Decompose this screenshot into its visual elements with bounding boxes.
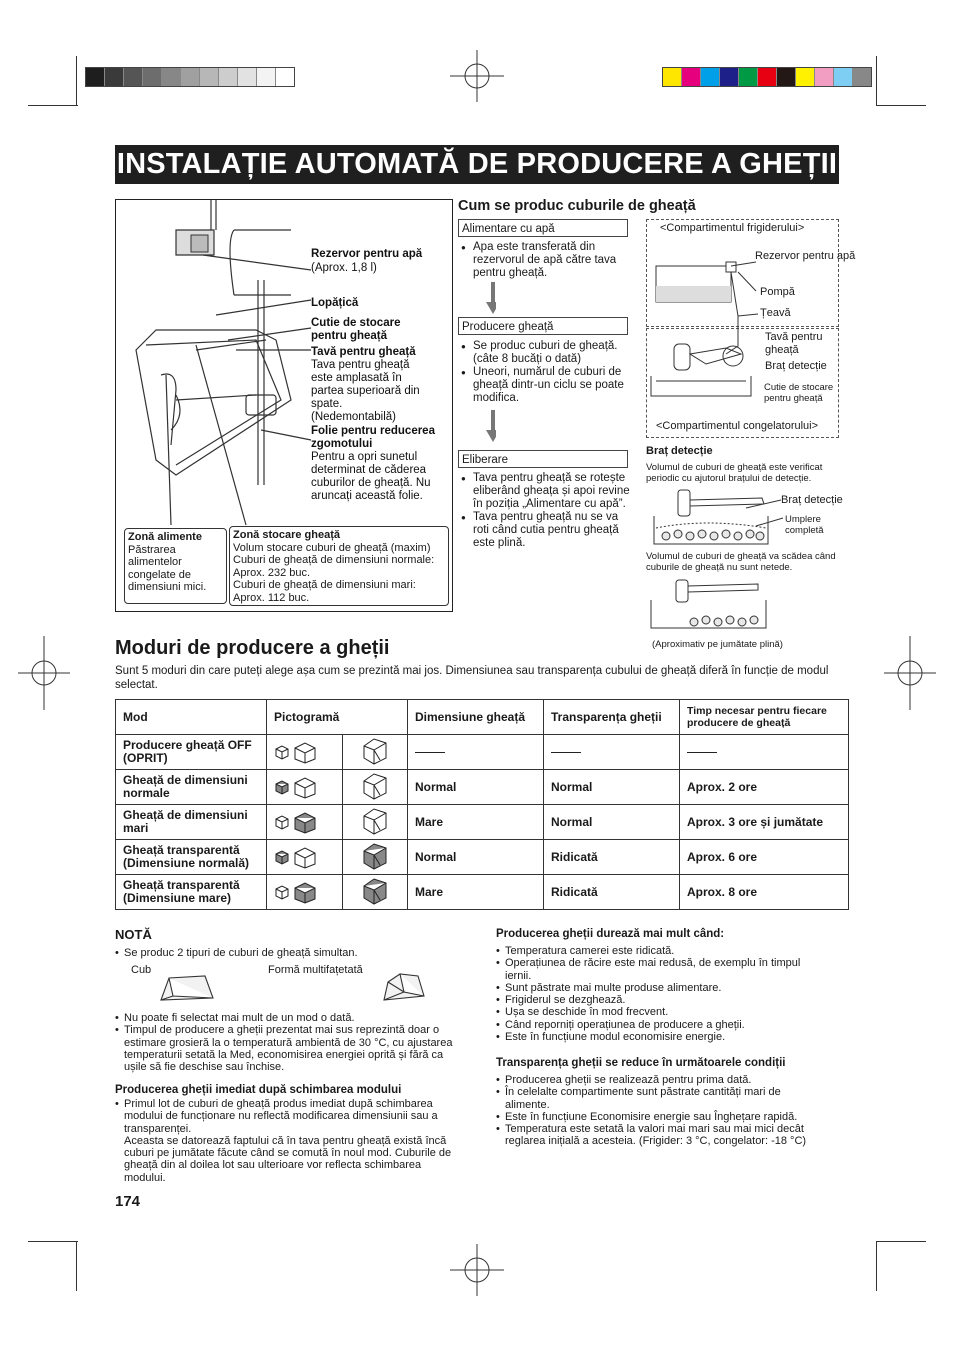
list-item: ● Uneori, numărul de cuburi de gheață dintr-un ciclu se poate modifica. [460, 366, 630, 405]
list-item: • Nu poate fi selectat mai mult de un mod o dată. [115, 1012, 460, 1024]
small-cube-icon [274, 884, 290, 900]
table-row [116, 875, 849, 910]
gray-swatch [124, 68, 143, 86]
ice-zone-desc1: Volum stocare cuburi de gheață (maxim) [233, 541, 431, 554]
note-item1: • Se produc 2 tipuri de cuburi de gheață simultan. [115, 947, 465, 959]
color-swatch [663, 68, 682, 86]
gray-swatch [219, 68, 238, 86]
half-full-label: (Aproximativ pe jumătate plină) [652, 639, 783, 650]
ice-cube-icon [292, 810, 318, 834]
list-item: • Temperatura este setată la valori mai mari sau mai mici decât reglarea inițială a acesteia. (Frigider: 3 °C, congelator: -18 °C) [496, 1123, 826, 1148]
arrow-down-icon [486, 282, 496, 316]
list-item: • Sunt păstrate mai multe produse alimentare. [496, 982, 826, 994]
grayscale-strip [85, 67, 295, 87]
gray-swatch [257, 68, 276, 86]
food-zone-box [124, 528, 227, 604]
icon-cell-a [267, 805, 343, 840]
page-title: INSTALAȚIE AUTOMATĂ DE PRODUCERE A GHEȚII [115, 145, 839, 184]
list-item: • Temperatura camerei este ridicată. [496, 945, 826, 957]
arm-label2: Braț detecție [781, 494, 843, 506]
multifaceted-icon [360, 736, 390, 766]
ice-zone-desc3: Aprox. 232 buc. [233, 566, 311, 579]
food-zone-desc: Păstrarea alimentelor congelate de dimensiuni mici. [128, 543, 207, 593]
ice-cube-icon [292, 740, 318, 764]
mode-cell: Gheață de dimensiuni normale [116, 770, 267, 805]
ice-cube-icon [292, 775, 318, 799]
fridge-comp-label: <Compartimentul frigiderului> [660, 222, 805, 234]
full-label: Umplere completă [785, 514, 824, 536]
page-number: 174 [115, 1193, 141, 1210]
size-cell: Mare [408, 875, 544, 910]
gray-swatch [276, 68, 294, 86]
scoop-label: Lopățică [311, 297, 359, 309]
transparency-cell: Normal [544, 805, 680, 840]
freezer-comp-label: <Compartimentul congelatorului> [656, 420, 819, 432]
list-item: ● Se produc cuburi de gheață. (câte 8 bucăți o dată) [460, 340, 630, 366]
sub1-item: • Primul lot de cuburi de gheață produs imediat după schimbarea modului de funcționare nu reflectă modificarea dimensiunii sau a transparenței. [115, 1098, 460, 1135]
icon-cell-b [342, 840, 407, 875]
time-cell: Aprox. 2 ore [680, 770, 849, 805]
icon-cell-b [342, 735, 407, 770]
cube-ice-icon [155, 970, 217, 1006]
sub1-more: Aceasta se datorează faptului că în tava pentru gheață există încă cuburi pe jumătate făcute când se comută în noul mod. Cuburile de gheață din al doilea lot sau ulterioare vor reflecta schimbarea modului. [124, 1134, 452, 1184]
col-size: Dimensiune gheață [408, 700, 544, 735]
list-item: • Operațiunea de răcire este mai redusă, de exemplu în timpul iernii. [496, 957, 826, 982]
sub1-heading: Producerea gheții imediat după schimbarea modului [115, 1084, 402, 1096]
time-cell: Aprox. 6 ore [680, 840, 849, 875]
step1-title: Alimentare cu apă [458, 219, 628, 237]
note-heading: NOTĂ [115, 927, 152, 942]
modes-table [115, 699, 849, 910]
icon-cell-a [267, 735, 343, 770]
reservoir-capacity: (Aprox. 1,8 l) [311, 262, 377, 274]
time-cell [680, 735, 849, 770]
gray-swatch [86, 68, 105, 86]
note-items2 [115, 1012, 460, 1073]
arm-desc: Volumul de cuburi de gheață este verificat periodic cu ajutorul brațului de detecție. [646, 462, 823, 484]
color-swatch [796, 68, 815, 86]
icon-cell-a [267, 840, 343, 875]
table-row [116, 770, 849, 805]
list-item: • În celelalte compartimente sunt păstrate cantități mari de alimente. [496, 1086, 826, 1111]
table-row [116, 805, 849, 840]
ice-zone-box [229, 526, 449, 606]
list-item: ● Tava pentru gheață nu se va roti când cutia pentru gheață este plină. [460, 511, 630, 550]
modes-intro: Sunt 5 moduri din care puteți alege așa cum se prezintă mai jos. Dimensiunea sau transparența cubului de gheață diferă în funcție de modul selectat. [115, 665, 829, 691]
ice-zone-desc5: Aprox. 112 buc. [233, 591, 310, 604]
multifaceted-icon [360, 841, 390, 871]
small-cube-icon [274, 849, 290, 865]
noise-film-label: Folie pentru reducerea zgomotului [311, 425, 435, 450]
multifaceted-ice-icon [378, 970, 430, 1006]
list-item: • Frigiderul se dezghează. [496, 994, 826, 1006]
table-row [116, 840, 849, 875]
color-swatch [758, 68, 777, 86]
mode-cell: Gheață transparentă (Dimensiune mare) [116, 875, 267, 910]
gray-swatch [143, 68, 162, 86]
transparency-cell: Ridicată [544, 840, 680, 875]
tray-desc: Tava pentru gheață este amplasată în partea superioară din spate. (Nedemontabilă) [311, 359, 420, 423]
ill-tray-label: Tavă pentru gheață [765, 331, 823, 356]
sub3-heading: Transparența gheții se reduce în următoarele condiții [496, 1057, 786, 1069]
color-swatch [682, 68, 701, 86]
arrow-down-icon [486, 410, 496, 444]
tray-label: Tavă pentru gheață [311, 346, 416, 358]
ill-reservoir-label: Rezervor pentru apă [755, 250, 856, 262]
ill-arm-label: Braț detecție [765, 360, 827, 372]
gray-swatch [181, 68, 200, 86]
cube-label: Cub [131, 964, 152, 976]
noise-film-desc: Pentru a opri sunetul determinat de căderea cuburilor de gheață. Nu aruncați această folie. [311, 451, 431, 502]
reservoir-label: Rezervor pentru apă [311, 248, 423, 260]
ill-pipe-label: Țeavă [760, 307, 791, 319]
small-cube-icon [274, 744, 290, 760]
color-swatch [834, 68, 853, 86]
ice-zone-label: Zonă stocare gheață [233, 529, 340, 541]
multifaceted-icon [360, 806, 390, 836]
half-full-illustration [646, 578, 776, 634]
table-header-row [116, 700, 849, 735]
col-mode: Mod [116, 700, 267, 735]
transparency-cell [544, 735, 680, 770]
time-cell: Aprox. 3 ore și jumătate [680, 805, 849, 840]
step3-title: Eliberare [458, 450, 628, 468]
table-row [116, 735, 849, 770]
mode-cell: Gheață de dimensiuni mari [116, 805, 267, 840]
color-swatch [815, 68, 834, 86]
process-heading: Cum se produc cuburile de gheață [458, 198, 696, 214]
list-item: • Timpul de producere a gheții prezentat mai sus reprezintă doar o estimare grosieră la o temperatură ambientă de 30 °C, cu ajustarea temperaturii setată la Med, economisirea energiei oprită și fără ca ușile să fie deschise sau închise. [115, 1024, 460, 1073]
list-item: • Este în funcțiune modul economisire energie. [496, 1031, 826, 1043]
gray-swatch [105, 68, 124, 86]
food-zone-label: Zonă alimente [128, 531, 202, 543]
list-item: • Este în funcțiune Economisire energie sau Înghețare rapidă. [496, 1111, 826, 1123]
gray-swatch [238, 68, 257, 86]
list-item: ● Tava pentru gheață se rotește eliberând gheața și apoi revine în poziția „Alimentare cu apă”. [460, 472, 630, 511]
col-time: Timp necesar pentru fiecare producere de gheață [680, 700, 849, 735]
sub1-block [115, 1098, 460, 1184]
sub2-list [496, 945, 826, 1043]
list-item: • Producerea gheții se realizează pentru prima dată. [496, 1074, 826, 1086]
step3-list [460, 472, 630, 550]
icon-cell-a [267, 770, 343, 805]
icon-cell-b [342, 875, 407, 910]
ill-pump-label: Pompă [760, 286, 795, 298]
storage-box-label: Cutie de stocare pentru gheață [311, 317, 401, 342]
color-swatch [701, 68, 720, 86]
icon-cell-b [342, 770, 407, 805]
col-icon: Pictogramă [267, 700, 408, 735]
color-swatch [720, 68, 739, 86]
mode-cell: Gheață transparentă (Dimensiune normală) [116, 840, 267, 875]
color-swatch [777, 68, 796, 86]
step2-list [460, 340, 630, 405]
col-transparency: Transparența gheții [544, 700, 680, 735]
ice-zone-desc4: Cuburi de gheață de dimensiuni mari: [233, 579, 416, 591]
gray-swatch [200, 68, 219, 86]
small-cube-icon [274, 814, 290, 830]
size-cell: Normal [408, 770, 544, 805]
multifaceted-icon [360, 771, 390, 801]
size-cell: Normal [408, 840, 544, 875]
step2-title: Producere gheață [458, 317, 628, 335]
arm-heading: Braț detecție [646, 445, 713, 457]
ice-zone-desc2: Cuburi de gheață de dimensiuni normale: [233, 554, 435, 566]
gray-swatch [162, 68, 181, 86]
decrease-desc: Volumul de cuburi de gheață va scădea când cuburile de gheață nu sunt netede. [646, 551, 836, 573]
list-item: • Când reporniți operațiunea de producere a gheții. [496, 1019, 826, 1031]
time-cell: Aprox. 8 ore [680, 875, 849, 910]
icon-cell-b [342, 805, 407, 840]
color-swatch [853, 68, 871, 86]
sub2-heading: Producerea gheții durează mai mult când: [496, 928, 725, 940]
sub3-list [496, 1074, 826, 1148]
small-cube-icon [274, 779, 290, 795]
transparency-cell: Ridicată [544, 875, 680, 910]
ice-cube-icon [292, 880, 318, 904]
multifaceted-icon [360, 876, 390, 906]
list-item: ● Apa este transferată din rezervorul de apă către tava pentru gheață. [460, 241, 630, 280]
multi-label: Formă multifațetată [268, 964, 363, 976]
color-swatch [739, 68, 758, 86]
ice-cube-icon [292, 845, 318, 869]
icon-cell-a [267, 875, 343, 910]
modes-heading: Moduri de producere a gheții [115, 637, 390, 659]
color-strip [662, 67, 872, 87]
list-item: • Ușa se deschide în mod frecvent. [496, 1006, 826, 1018]
ice-maker-diagram [115, 199, 453, 612]
size-cell: Mare [408, 805, 544, 840]
transparency-cell: Normal [544, 770, 680, 805]
mode-cell: Producere gheață OFF (OPRIT) [116, 735, 267, 770]
size-cell [408, 735, 544, 770]
step1-list [460, 241, 630, 280]
ill-storage-label: Cutie de stocare pentru gheață [764, 382, 834, 404]
